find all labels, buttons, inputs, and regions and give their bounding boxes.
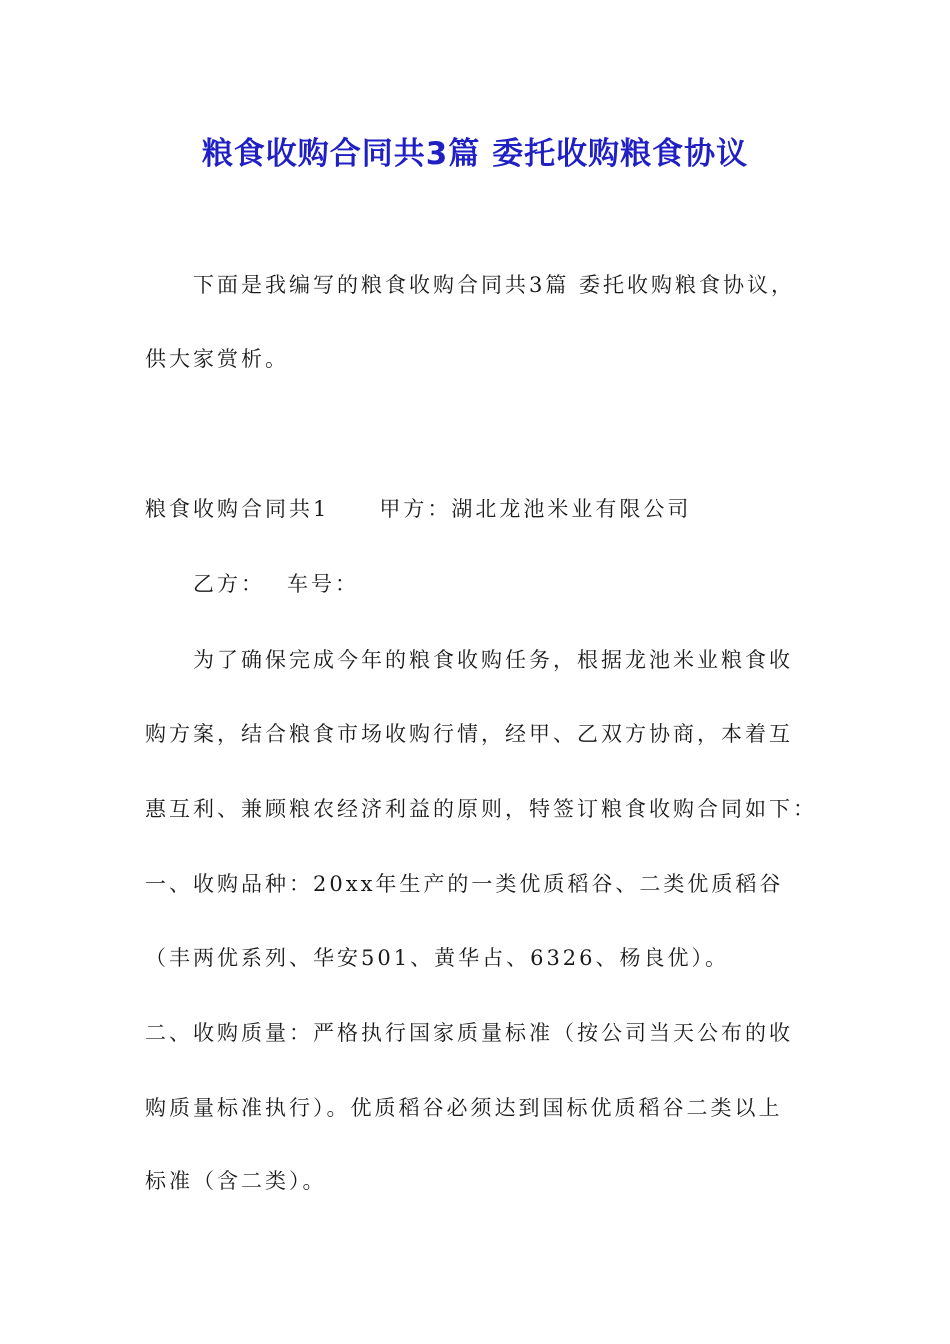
contract-heading-row xyxy=(145,494,691,524)
intro-line-2: 供大家赏析。 xyxy=(145,347,289,371)
party-a: 甲方：湖北龙池米业有限公司 xyxy=(379,497,692,521)
paragraph-line: 购方案，结合粮食市场收购行情，经甲、乙双方协商，本着互 xyxy=(145,722,793,746)
clause-1-line: （丰两优系列、华安501、黄华占、6326、杨良优）。 xyxy=(145,946,730,970)
intro-line-1: 下面是我编写的粮食收购合同共3篇 委托收购粮食协议， xyxy=(193,273,796,297)
vehicle-number: 车号： xyxy=(287,572,359,596)
clause-2-line: 标准（含二类）。 xyxy=(145,1169,327,1193)
document-title: 粮食收购合同共3篇 委托收购粮食协议 xyxy=(201,136,749,172)
paragraph-line: 惠互利、兼顾粮农经济利益的原则，特签订粮食收购合同如下： xyxy=(145,797,817,821)
party-b: 乙方： xyxy=(193,572,265,596)
clause-2-line: 二、收购质量：严格执行国家质量标准（按公司当天公布的收 xyxy=(145,1021,793,1045)
paragraph-line: 为了确保完成今年的粮食收购任务，根据龙池米业粮食收 xyxy=(193,648,793,672)
party-b-row xyxy=(193,569,359,599)
contract-heading: 粮食收购合同共1 xyxy=(145,497,330,521)
clause-1-line: 一、收购品种：20xx年生产的一类优质稻谷、二类优质稻谷 xyxy=(145,872,784,896)
clause-2-line: 购质量标准执行）。优质稻谷必须达到国标优质稻谷二类以上 xyxy=(145,1096,783,1120)
